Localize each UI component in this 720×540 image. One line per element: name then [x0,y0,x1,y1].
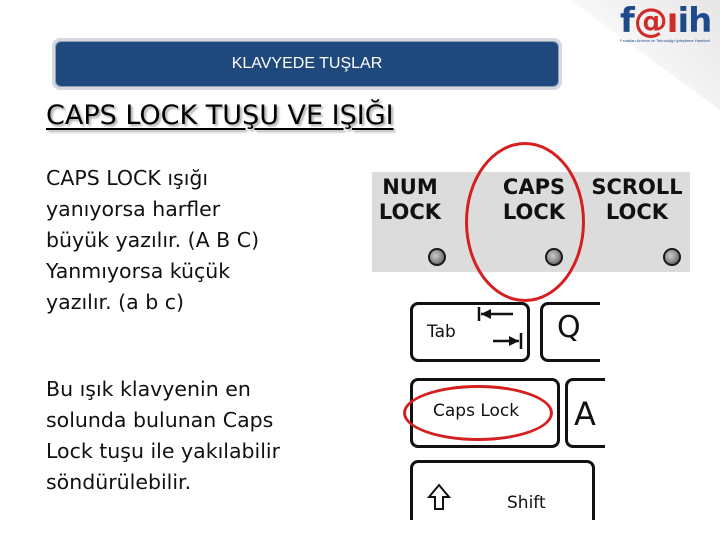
q-key-label: Q [557,310,581,345]
paragraph-caps-key: Bu ışık klavyenin en solunda bulunan Caps Lock tuşu ile yakılabilir söndürülebilir. [46,377,281,494]
paragraph-caps-light: CAPS LOCK ışığı yanıyorsa harfler büyük yazılır. (A B C) Yanmıyorsa küçük yazılır. (a b c) [46,166,260,314]
a-key-label: A [574,395,596,433]
q-key [540,302,600,362]
num-lock-label: NUM LOCK [378,175,442,224]
scroll-lock-label: SCROLL LOCK [591,175,683,224]
section-banner [52,38,562,90]
banner-inner [55,41,559,87]
scroll-lock-led-icon [663,248,681,266]
logo-tagline: Fırsatları Artırma ve Teknolojiyi İyileştirme Hareketi [620,38,710,43]
a-key [565,378,605,448]
tab-key-label: Tab [427,322,456,342]
caps-indicator-highlight [465,142,585,302]
fatih-logo [620,2,716,54]
slide-title: CAPS LOCK TUŞU VE IŞIĞI [46,100,394,131]
shift-key-label: Shift [507,493,546,513]
caps-lock-key-label: Caps Lock [433,401,520,421]
num-lock-led-icon [428,248,446,266]
tab-key [410,302,530,362]
logo-wordmark: f@ıih [620,1,712,41]
shift-key [410,460,595,520]
banner-label: KLAVYEDE TUŞLAR [231,55,383,72]
caps-key-highlight [403,385,553,441]
tab-arrows-icon [473,305,529,355]
shift-arrow-icon [427,483,451,513]
caps-lock-label: CAPS LOCK [502,175,566,224]
